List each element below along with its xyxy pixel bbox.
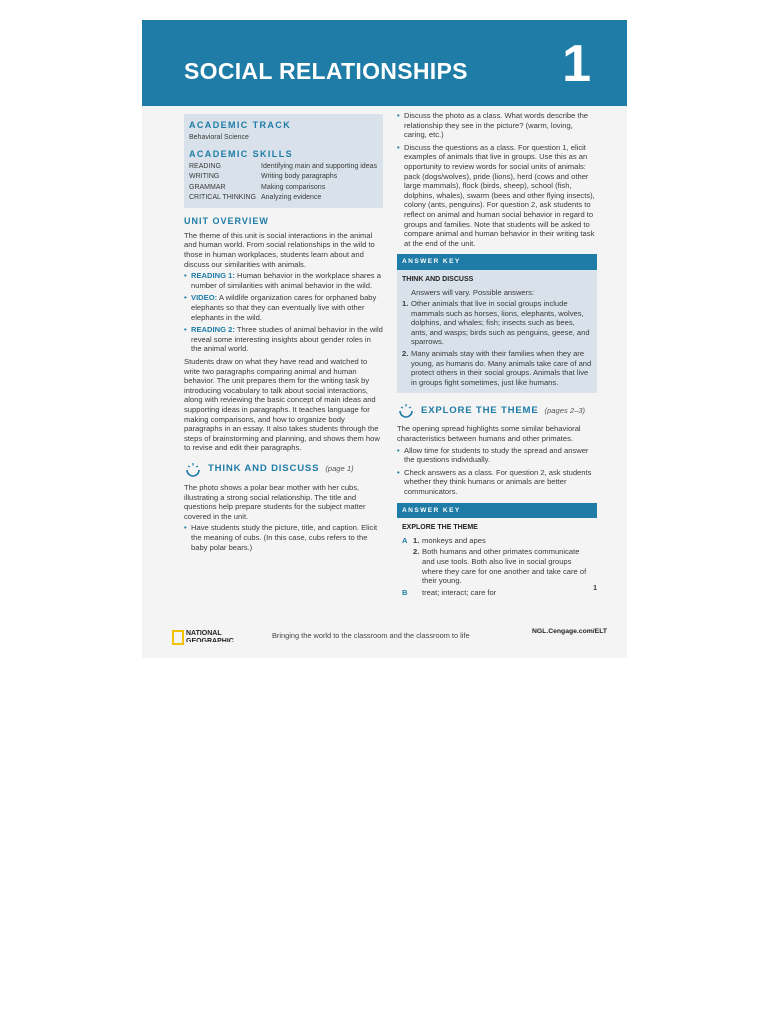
answer-item (402, 536, 592, 546)
skill-row (189, 172, 378, 181)
answer-number: 2. (402, 349, 409, 359)
think-discuss-title: THINK AND DISCUSS (208, 463, 320, 475)
answer-text: Many animals stay with their families when they are young, as humans do. Many animals take care of and protect others in their social groups. Animals that live in groups fight sometimes, just like humans. (411, 349, 592, 387)
answer-letter: B (402, 587, 408, 597)
bullet-text: Check answers as a class. For question 2, ask students whether they think humans or animals are better communicators. (404, 467, 592, 496)
answer-text: Both humans and other primates communicate and use tools. Both also live in social groups where they care for one another and take care of their young. (422, 547, 587, 586)
logo-line-1: NATIONAL (186, 630, 222, 637)
skill-value: Identifying main and supporting ideas (261, 162, 377, 170)
answer-letter: A (402, 535, 408, 545)
academic-track-value: Behavioral Science (189, 133, 249, 141)
unit-number: 1 (562, 35, 591, 93)
yellow-border-icon (172, 630, 184, 645)
bullet-text: Allow time for students to study the spread and answer the questions individually. (404, 445, 589, 465)
skill-key: READING (189, 162, 221, 170)
think-discuss-page: (page 1) (325, 464, 354, 474)
right-bullet (397, 143, 597, 249)
skill-value: Making comparisons (261, 183, 326, 191)
bullet-label: READING 1: (191, 271, 235, 281)
textbook-page (142, 20, 627, 658)
explore-theme-header (397, 401, 597, 419)
answer-number: 1. (413, 535, 420, 545)
think-intro: The photo shows a polar bear mother with her cubs, illustrating a strong social relationship. The title and questions help prepare students for the subject matter covered in the unit. (184, 482, 366, 521)
footer-url[interactable]: NGL.Cengage.com/ELT (531, 628, 607, 635)
answer-number: 2. (413, 547, 420, 557)
answer-key-note: Answers will vary. Possible answers: (411, 287, 535, 297)
overview-bullet (184, 325, 383, 354)
answer-key-bar: ANSWER KEY (397, 503, 597, 519)
bullet-text: Discuss the questions as a class. For question 1, elicit examples of animals that live in groups. Use this as an opportunity to review words for social units of animals: pack (dogs/wolves), pride (lions), herd (cows and other large mammals), flock (birds, sheep), school (fish, dolphins, whales), swarm (bees and other flying insects), colony (ants, penguins). For question 2, ask students to reflect on animal and human social behavior in regard to groups and families. Note that students will be asked to compare animal and human behavior in their writing task at the end of the unit. (404, 142, 595, 248)
answer-item (402, 299, 592, 347)
thinking-badge-icon (184, 460, 202, 478)
answer-letter (402, 547, 413, 585)
bullet-text: Three studies of animal behavior in the wild reveal some interesting insights about gender roles in the animal world. (191, 325, 383, 354)
answer-key-heading: EXPLORE THE THEME (402, 524, 478, 532)
bullet-label: VIDEO: (191, 293, 218, 303)
answer-text: Other animals that live in social groups include mammals such as horses, lions, elephants, wolves, dolphins, and whales; fish; insects such as bees, ants, and wasps; birds such as penguins, geese, and sparrows. (411, 299, 590, 347)
think-discuss-header (184, 460, 383, 478)
skill-value: Writing body paragraphs (261, 173, 338, 181)
skill-row (189, 193, 378, 202)
page-footer (142, 624, 627, 654)
answer-text: treat; interact; care for (422, 587, 497, 597)
academic-box (184, 114, 383, 208)
think-bullet (184, 523, 383, 552)
answer-text: monkeys and apes (422, 535, 486, 545)
overview-bullet (184, 271, 383, 290)
answer-key-box (397, 270, 597, 394)
bullet-text: Discuss the photo as a class. What words describe the relationship they see in the picture? (warm, loving, caring, etc.) (404, 111, 589, 140)
skill-value: Analyzing evidence (261, 194, 322, 202)
bullet-dot-icon: • (397, 111, 400, 120)
answer-item (402, 349, 592, 387)
overview-intro: The theme of this unit is social interactions in the animal and human world. From social relationships in the wild to those in human workplaces, students learn about and discuss our similarities with animals. (184, 230, 375, 269)
bullet-dot-icon: • (184, 293, 187, 303)
explore-intro: The opening spread highlights some similar behavioral characteristics between humans and other primates. (397, 424, 581, 444)
bullet-dot-icon: • (184, 271, 187, 281)
skill-row (189, 183, 378, 192)
logo-line-2: GEOGRAPHIC (186, 637, 234, 642)
skill-key: GRAMMAR (189, 183, 226, 191)
answer-key-heading: THINK AND DISCUSS (402, 275, 474, 283)
explore-bullet (397, 468, 597, 497)
bullet-dot-icon: • (184, 523, 187, 533)
answer-key-box (397, 518, 597, 603)
bullet-dot-icon: • (184, 325, 187, 335)
bullet-dot-icon: • (397, 445, 400, 455)
national-geographic-logo (172, 630, 232, 644)
overview-closing: Students draw on what they have read and watched to write two paragraphs comparing animal and human behavior. The unit prepares them for the writing task by introducing vocabulary to talk about social interactions, along with reviewing the basic concept of main ideas and supporting ideas in paragraphs. It teaches language for making comparisons, and how to organize body paragraphs in an essay. It also takes students through the steps of brainstorming and planning, and shows them how to revise and edit their paragraphs. (184, 357, 380, 453)
left-column (184, 114, 383, 555)
skill-row (189, 162, 378, 171)
skill-key: WRITING (189, 173, 220, 181)
answer-key-bar: ANSWER KEY (397, 254, 597, 270)
footer-tagline: Bringing the world to the classroom and the classroom to life (272, 631, 470, 640)
right-column (397, 110, 597, 603)
answer-number: 1. (402, 299, 409, 309)
bullet-text: Have students study the picture, title, and caption. Elicit the meaning of cubs. (In this case, cubs refers to the baby polar bears.) (191, 523, 378, 552)
bullet-dot-icon: • (397, 142, 400, 152)
bullet-text: Human behavior in the workplace shares a number of similarities with animal behavior in the wild. (191, 271, 381, 290)
answer-item (402, 588, 592, 598)
explore-bullet (397, 446, 597, 465)
unit-banner (142, 20, 627, 106)
overview-bullet (184, 293, 383, 322)
page-number: 1 (593, 585, 597, 592)
skill-key: CRITICAL THINKING (189, 194, 256, 202)
right-bullet (397, 111, 597, 140)
answer-item (402, 547, 592, 585)
bullet-label: READING 2: (191, 325, 235, 335)
unit-title: SOCIAL RELATIONSHIPS (184, 58, 468, 84)
unit-overview-heading: UNIT OVERVIEW (184, 216, 269, 227)
thinking-badge-icon (397, 401, 415, 419)
academic-track-heading: ACADEMIC TRACK (189, 120, 292, 130)
answer-number (413, 588, 422, 598)
bullet-text: A wildlife organization cares for orphaned baby elephants so that they can eventually live with other elephants in the wild. (191, 293, 377, 322)
explore-theme-page: (pages 2–3) (544, 405, 586, 415)
bullet-dot-icon: • (397, 467, 400, 477)
academic-skills-heading: ACADEMIC SKILLS (189, 149, 293, 160)
explore-theme-title: EXPLORE THE THEME (421, 404, 539, 416)
